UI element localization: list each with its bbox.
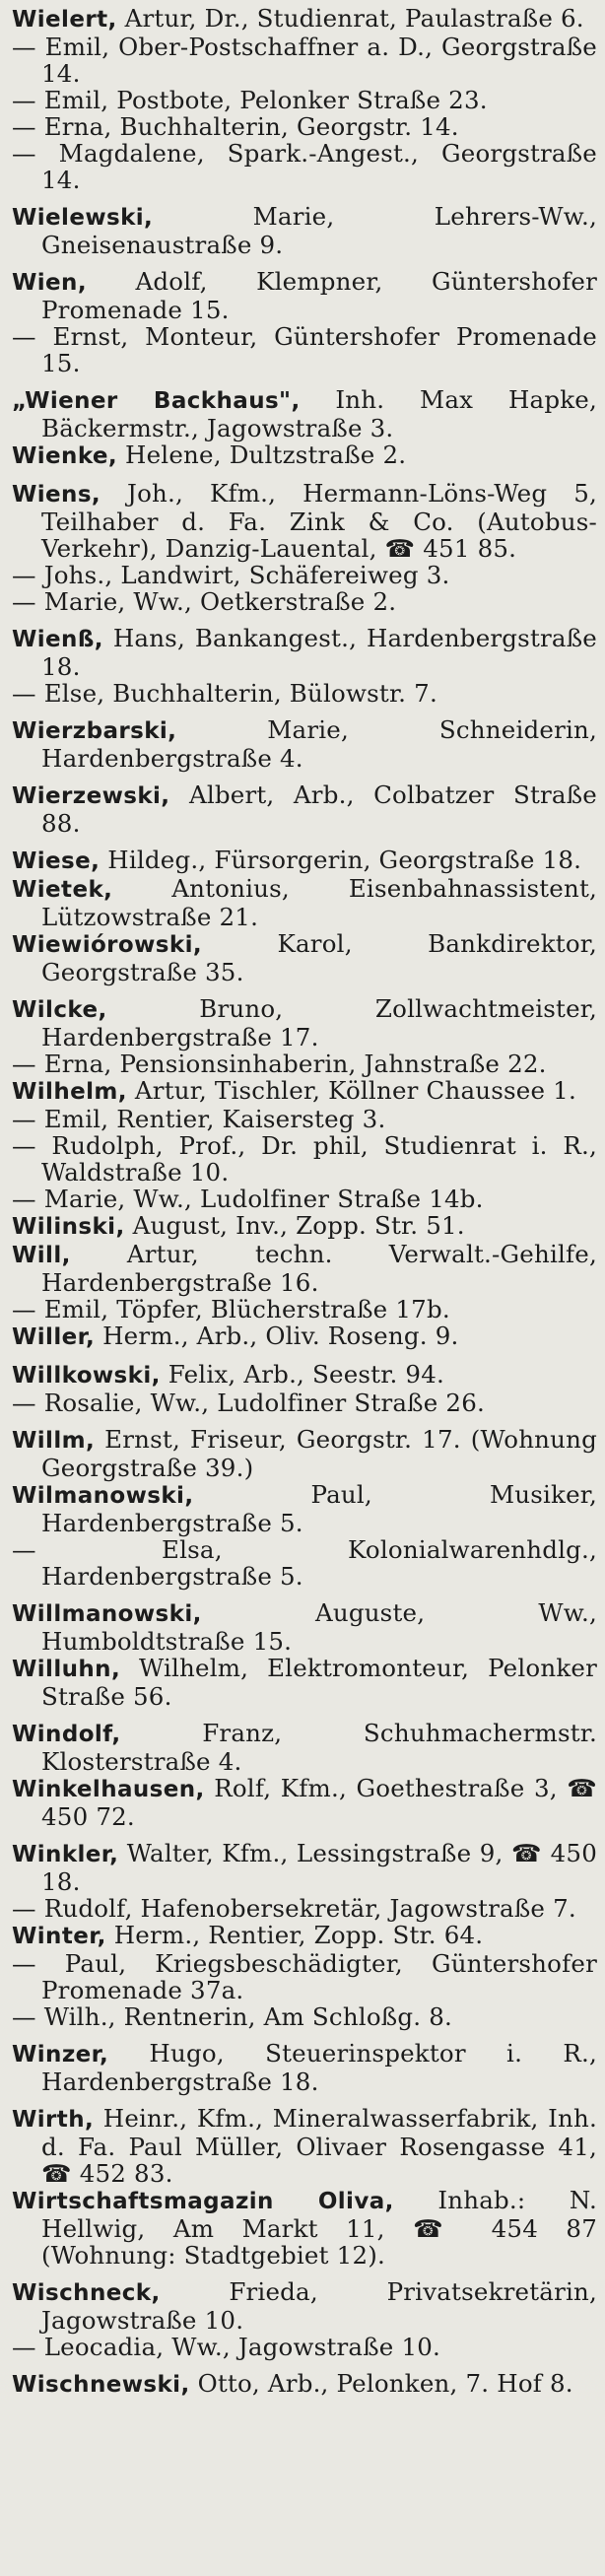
directory-entry — [12, 875, 597, 930]
entry-details: Inh. Max Hapke, Bäckermstr., Jagowstraße 3. — [41, 385, 597, 442]
entry-details: Hans, Bankangest., Hardenbergstraße 18. — [41, 624, 597, 681]
directory-entry — [12, 268, 597, 323]
directory-entry — [12, 1536, 597, 1590]
entry-details: Felix, Arb., Seestr. 94. — [160, 1360, 444, 1389]
entry-surname: Winkelhausen, — [12, 1777, 205, 1802]
entry-details: August, Inv., Zopp. Str. 51. — [124, 1211, 465, 1240]
directory-entry — [12, 1895, 597, 1922]
entry-surname: Will, — [12, 1243, 71, 1268]
entry-surname: Wietek, — [12, 877, 113, 903]
entry-details: Wilhelm, Elektromonteur, Pelonker Straße 56. — [41, 1654, 597, 1711]
entry-details: — Else, Buchhalterin, Bülowstr. 7. — [12, 679, 437, 708]
entry-details: Herm., Rentier, Zopp. Str. 64. — [105, 1921, 484, 1949]
entry-details: Artur, techn. Verwalt.-Gehilfe, Hardenbergstraße 16. — [41, 1240, 597, 1297]
directory-entry — [12, 2334, 597, 2360]
entry-surname: Wierzbarski, — [12, 718, 177, 744]
entry-details: — Elsa, Kolonialwarenhdlg., Hardenbergstraße 5. — [12, 1535, 597, 1591]
directory-entry — [12, 480, 597, 562]
entry-details: Helene, Dultzstraße 2. — [117, 441, 407, 469]
entry-details: Artur, Dr., Studienrat, Paulastraße 6. — [116, 4, 584, 33]
entry-surname: Wielewski, — [12, 205, 154, 231]
entry-details: Walter, Kfm., Lessingstraße 9, ☎ 450 18. — [41, 1839, 597, 1896]
directory-entry — [12, 1950, 597, 2003]
entry-surname: Wiens, — [12, 482, 101, 508]
entry-details: — Emil, Töpfer, Blücherstraße 17b. — [12, 1295, 450, 1323]
entry-details: Marie, Schneiderin, Hardenbergstraße 4. — [41, 715, 597, 773]
directory-entry — [12, 1212, 597, 1241]
entry-details: Ernst, Friseur, Georgstr. 17. (Wohnung Georgstraße 39.) — [41, 1425, 597, 1482]
entry-surname: Wielert, — [12, 7, 117, 33]
entry-details: — Emil, Rentier, Kaisersteg 3. — [12, 1105, 386, 1133]
entry-surname: Willer, — [12, 1324, 96, 1350]
entry-surname: Wiewiórowski, — [12, 932, 202, 958]
directory-entry — [12, 562, 597, 588]
directory-entry — [12, 1840, 597, 1895]
directory-entry — [12, 1106, 597, 1132]
directory-entry — [12, 1720, 597, 1775]
directory-entry — [12, 781, 597, 837]
directory-entry — [12, 2105, 597, 2187]
entry-surname: Willuhn, — [12, 1657, 121, 1682]
entry-details: Antonius, Eisenbahnassistent, Lützowstraße 21. — [41, 874, 597, 931]
directory-entry — [12, 140, 597, 193]
entry-details: — Paul, Kriegsbeschädigter, Güntershofer Promenade 37a. — [12, 1949, 597, 2004]
entry-details: — Marie, Ww., Ludolfiner Straße 14b. — [12, 1185, 484, 1213]
entry-details: Otto, Arb., Pelonken, 7. Hof 8. — [189, 2369, 573, 2398]
entry-details: — Johs., Landwirt, Schäfereiweg 3. — [12, 561, 450, 589]
directory-entry — [12, 1390, 597, 1416]
directory-entry — [12, 588, 597, 615]
entry-surname: Wischnewski, — [12, 2372, 190, 2398]
directory-entry — [12, 1922, 597, 1950]
entry-surname: Wierzewski, — [12, 783, 170, 809]
entry-details: — Erna, Buchhalterin, Georgstr. 14. — [12, 112, 459, 141]
entry-details: Albert, Arb., Colbatzer Straße 88. — [41, 780, 597, 838]
directory-entry — [12, 995, 597, 1051]
directory-entry — [12, 847, 597, 875]
entry-details: — Magdalene, Spark.-Angest., Georgstraße 14. — [12, 139, 597, 194]
directory-entry — [12, 1186, 597, 1212]
entry-details: Franz, Schuhmachermstr. Klosterstraße 4. — [41, 1719, 597, 1776]
directory-entry — [12, 1775, 597, 1830]
entry-details: — Emil, Ober-Postschaffner a. D., Georgstraße 14. — [12, 33, 597, 88]
entry-details: Artur, Tischler, Köllner Chaussee 1. — [126, 1076, 576, 1105]
directory-entry — [12, 1361, 597, 1390]
entry-details: Auguste, Ww., Humboldtstraße 15. — [41, 1598, 597, 1656]
directory-entry — [12, 441, 597, 470]
directory-entry — [12, 1132, 597, 1186]
entry-details: Heinr., Kfm., Mineralwasserfabrik, Inh. d. Fa. Paul Müller, Olivaer Rosengasse 41, ☎ 452 83. — [41, 2104, 597, 2188]
directory-entry — [12, 2187, 597, 2269]
entry-details: Karol, Bankdirektor, Georgstraße 35. — [41, 929, 597, 986]
entry-surname: Winter, — [12, 1924, 106, 1949]
directory-entry — [12, 930, 597, 985]
directory-page — [0, 5, 605, 2576]
directory-entry — [12, 203, 597, 258]
entry-details: Inhab.: N. Hellwig, Am Markt 11, ☎ 454 87 (Wohnung: Stadtgebiet 12). — [41, 2186, 597, 2270]
directory-entry — [12, 113, 597, 140]
directory-entry — [12, 1077, 597, 1106]
directory-entry — [12, 34, 597, 87]
directory-entry — [12, 2278, 597, 2334]
entry-details: — Rosalie, Ww., Ludolfiner Straße 26. — [12, 1389, 485, 1417]
entry-details: Herm., Arb., Oliv. Roseng. 9. — [95, 1322, 459, 1350]
entry-surname: Wilinski, — [12, 1214, 125, 1240]
directory-entry — [12, 323, 597, 376]
entry-surname: Wilcke, — [12, 997, 107, 1023]
entry-details: Bruno, Zollwachtmeister, Hardenbergstraße 17. — [41, 994, 597, 1051]
entry-details: — Ernst, Monteur, Güntershofer Promenade 15. — [12, 322, 597, 377]
entry-details: — Rudolph, Prof., Dr. phil, Studienrat i. R., Waldstraße 10. — [12, 1131, 597, 1186]
directory-entry — [12, 1241, 597, 1296]
entry-surname: Wienß, — [12, 627, 103, 652]
entry-surname: Willmanowski, — [12, 1601, 202, 1627]
entry-surname: Winzer, — [12, 2042, 109, 2068]
directory-entry — [12, 386, 597, 441]
directory-entry — [12, 1481, 597, 1536]
directory-entry — [12, 1599, 597, 1655]
entry-details: — Marie, Ww., Oetkerstraße 2. — [12, 587, 397, 616]
directory-entry — [12, 2040, 597, 2095]
directory-entry — [12, 1296, 597, 1322]
entry-details: — Rudolf, Hafenobersekretär, Jagowstraße 7. — [12, 1894, 576, 1923]
directory-entry — [12, 5, 597, 34]
entry-surname: „Wiener Backhaus", — [12, 388, 301, 414]
entry-details: Paul, Musiker, Hardenbergstraße 5. — [41, 1480, 597, 1537]
entry-surname: Wiese, — [12, 848, 101, 874]
directory-entry — [12, 1426, 597, 1481]
entry-details: Marie, Lehrers-Ww., Gneisenaustraße 9. — [41, 202, 597, 259]
entry-details: — Emil, Postbote, Pelonker Straße 23. — [12, 86, 488, 114]
entry-surname: Wischneck, — [12, 2280, 161, 2306]
entry-details: Rolf, Kfm., Goethestraße 3, ☎ 450 72. — [41, 1774, 597, 1831]
entry-surname: Windolf, — [12, 1722, 121, 1747]
directory-entry — [12, 1322, 597, 1351]
entry-details: Frieda, Privatsekretärin, Jagowstraße 10. — [41, 2277, 597, 2335]
entry-surname: Willkowski, — [12, 1363, 161, 1389]
directory-entry — [12, 2370, 597, 2399]
directory-entry — [12, 1655, 597, 1710]
entry-surname: Wirth, — [12, 2107, 95, 2133]
entry-surname: Wilmanowski, — [12, 1483, 194, 1509]
entry-surname: Wienke, — [12, 443, 118, 469]
directory-entry — [12, 680, 597, 707]
entry-details: Joh., Kfm., Hermann-Löns-Weg 5, Teilhaber d. Fa. Zink & Co. (Autobus-Verkehr), Danzig-Lauental, ☎ 451 85. — [41, 479, 597, 563]
entry-surname: Willm, — [12, 1428, 96, 1454]
entry-surname: Winkler, — [12, 1842, 119, 1867]
entry-surname: Wirtschaftsmagazin Oliva, — [12, 2189, 394, 2214]
entry-surname: Wilhelm, — [12, 1079, 127, 1105]
directory-entry — [12, 87, 597, 113]
directory-entry — [12, 1051, 597, 1077]
entry-details: Hugo, Steuerinspektor i. R., Hardenbergstraße 18. — [41, 2039, 597, 2096]
directory-entry — [12, 716, 597, 772]
entry-details: — Erna, Pensionsinhaberin, Jahnstraße 22. — [12, 1050, 547, 1078]
entry-surname: Wien, — [12, 270, 87, 296]
entry-details: Adolf, Klempner, Güntershofer Promenade 15. — [41, 267, 597, 324]
directory-entry — [12, 2003, 597, 2030]
entry-details: — Wilh., Rentnerin, Am Schloßg. 8. — [12, 2002, 452, 2031]
directory-entry — [12, 625, 597, 680]
entry-details: — Leocadia, Ww., Jagowstraße 10. — [12, 2333, 441, 2361]
entry-details: Hildeg., Fürsorgerin, Georgstraße 18. — [100, 846, 582, 874]
